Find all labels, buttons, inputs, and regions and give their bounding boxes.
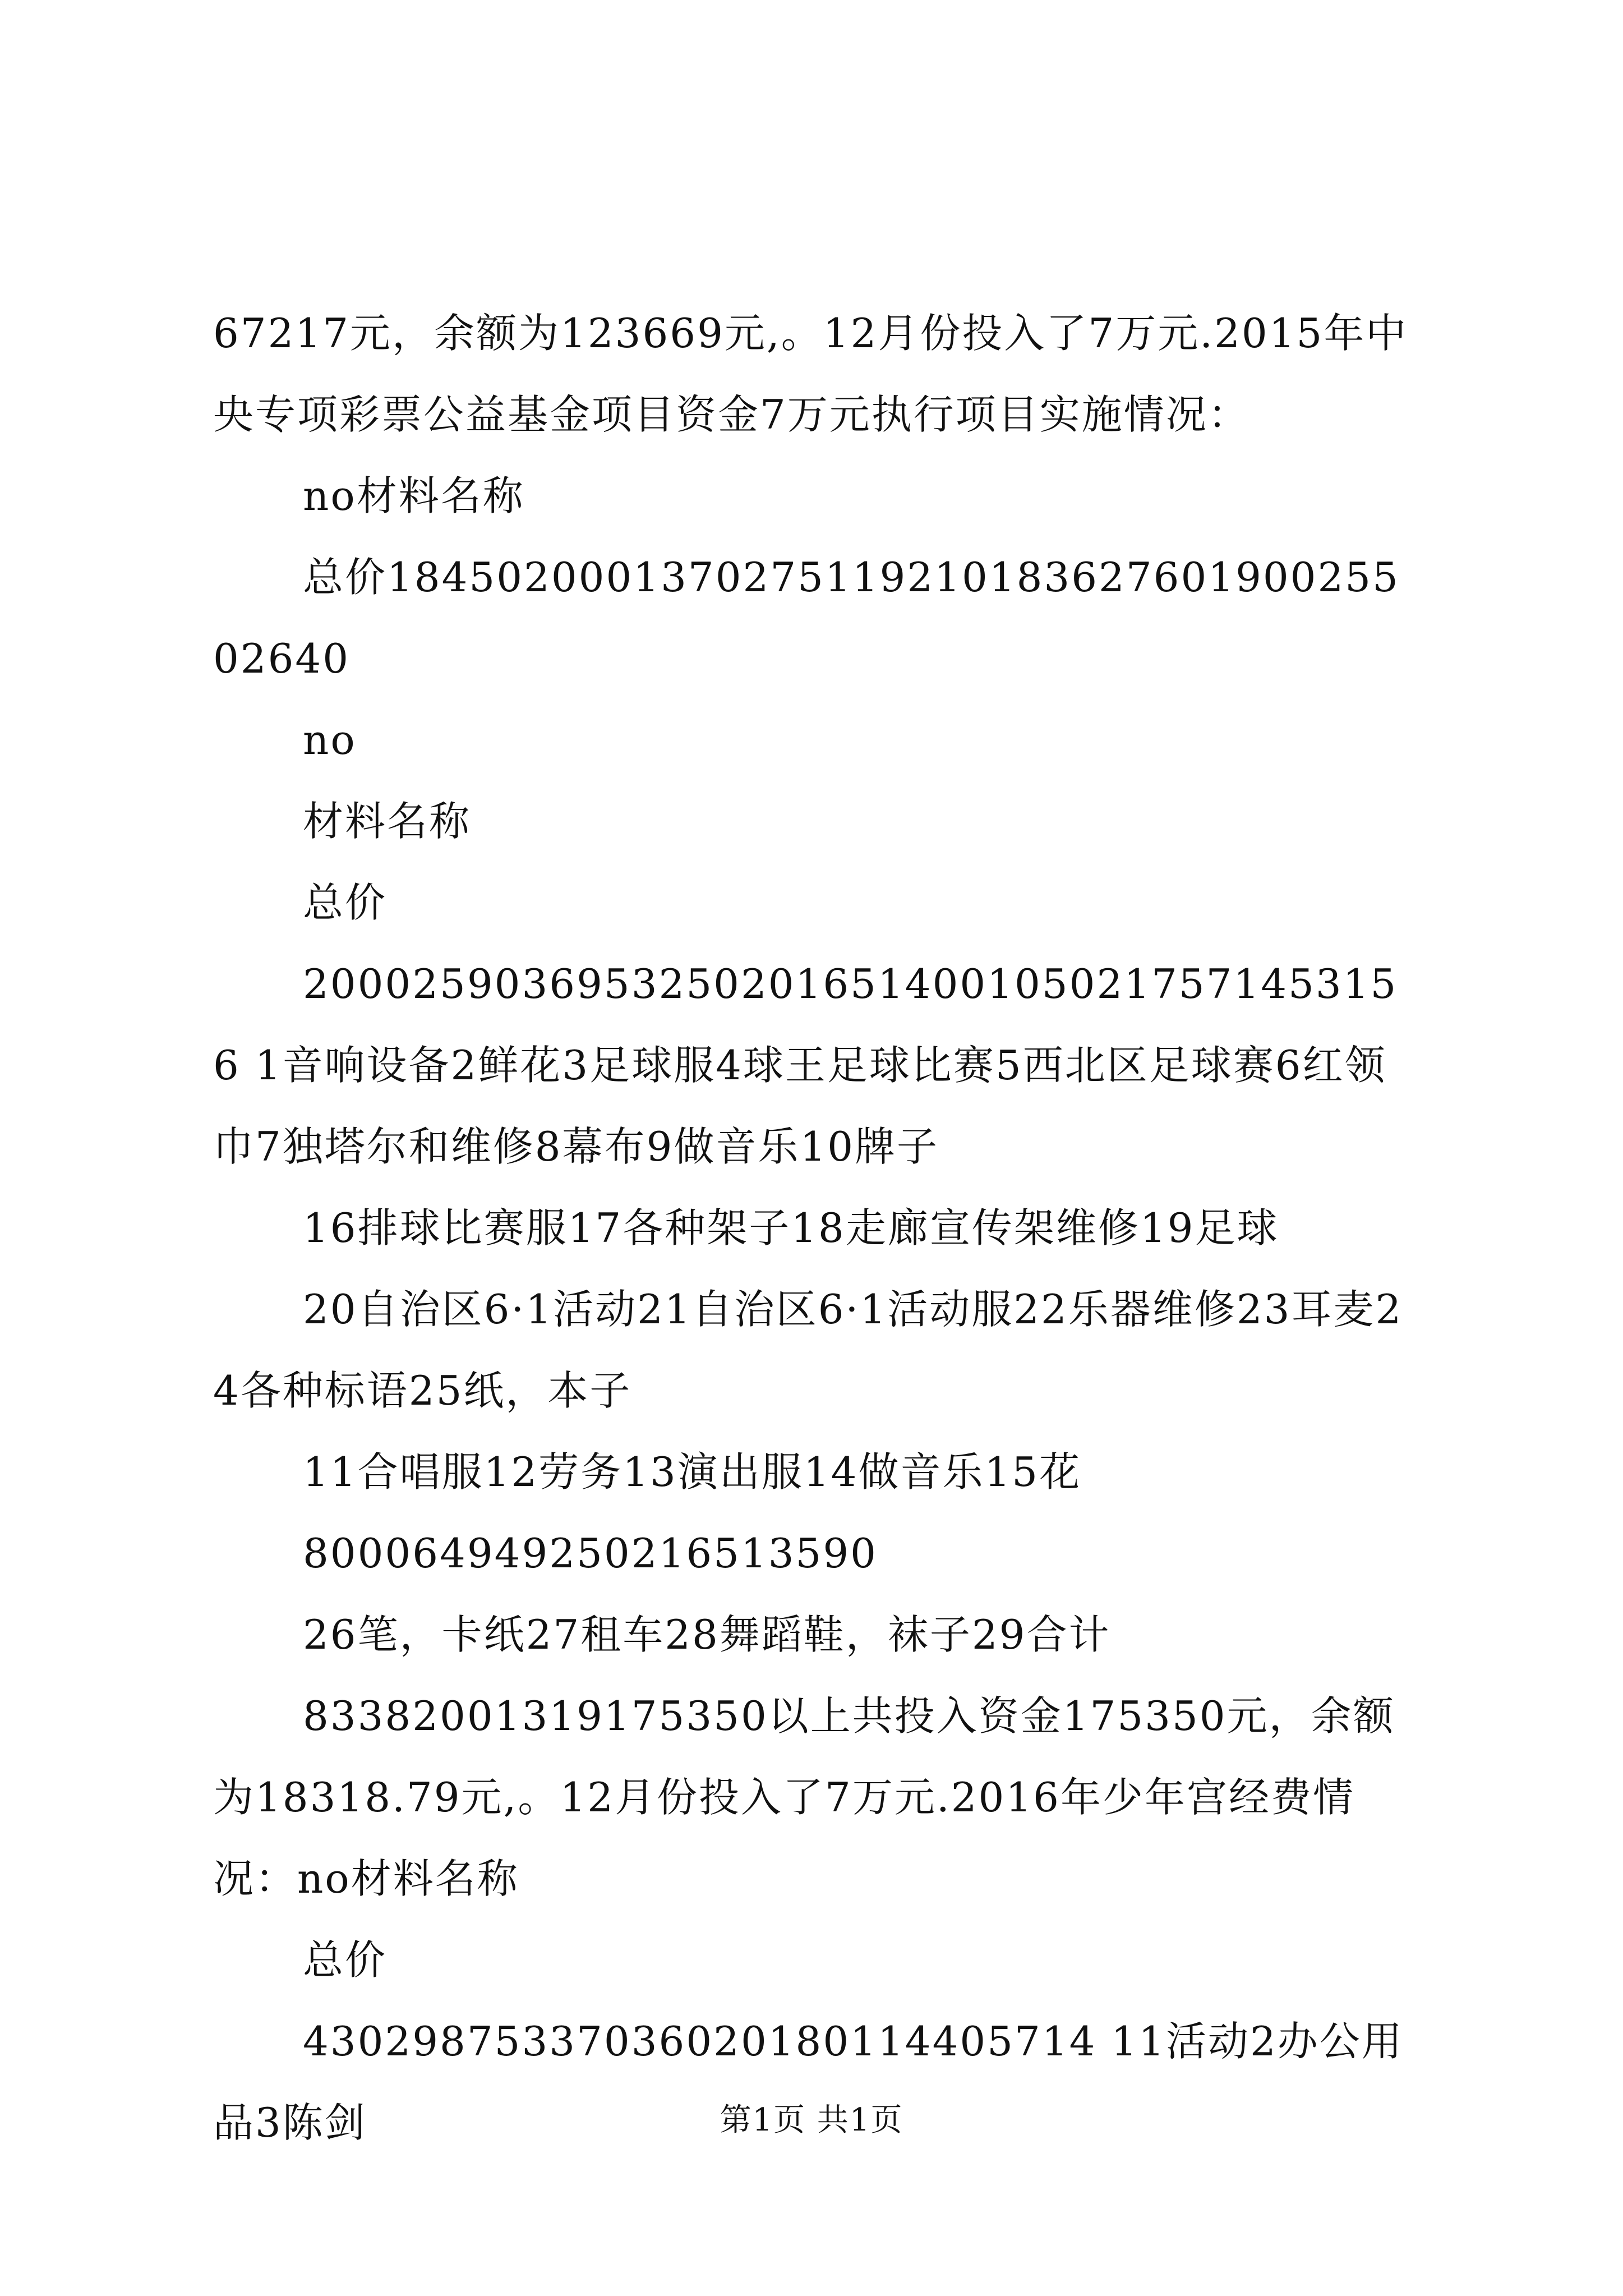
paragraph-11: 800064949250216513590: [303, 1530, 878, 1577]
paragraph-5: 材料名称: [303, 798, 472, 845]
document-body: [213, 293, 1424, 2164]
paragraph-10: 11合唱服12劳务13演出服14做音乐15花: [303, 1448, 1082, 1496]
paragraph-13: 83382001319175350以上共投入资金175350元，余额为18318.79元,。12月份投入了7万元.2016年少年宫经费情况：no材料名称: [213, 1692, 1395, 1902]
paragraph-8: 16排球比赛服17各种架子18走廊宣传架维修19足球: [303, 1204, 1279, 1251]
paragraph-7: 20002590369532502016514001050217571453156 1音响设备2鲜花3足球服4球王足球比赛5西北区足球赛6红领巾7独塔尔和维修8幕布9做音乐10牌子: [213, 960, 1398, 1170]
page-footer: 第1页 共1页: [720, 2102, 903, 2138]
paragraph-1: 67217元，余额为123669元,。12月份投入了7万元.2015年中央专项彩票公益基金项目资金7万元执行项目实施情况：: [213, 310, 1408, 438]
paragraph-15: 43029875337036020180114405714 11活动2办公用品3陈剑: [213, 2018, 1404, 2146]
paragraph-12: 26笔，卡纸27租车28舞蹈鞋，袜子29合计: [303, 1611, 1111, 1658]
paragraph-6: 总价: [303, 879, 388, 926]
paragraph-3: 总价184502000137027511921018362760190025502640: [213, 554, 1400, 682]
paragraph-9: 20自治区6·1活动21自治区6·1活动服22乐器维修23耳麦24各种标语25纸，本子: [213, 1286, 1403, 1414]
paragraph-4: no: [303, 716, 357, 763]
paragraph-14: 总价: [303, 1936, 388, 1984]
paragraph-2: no材料名称: [303, 472, 525, 519]
